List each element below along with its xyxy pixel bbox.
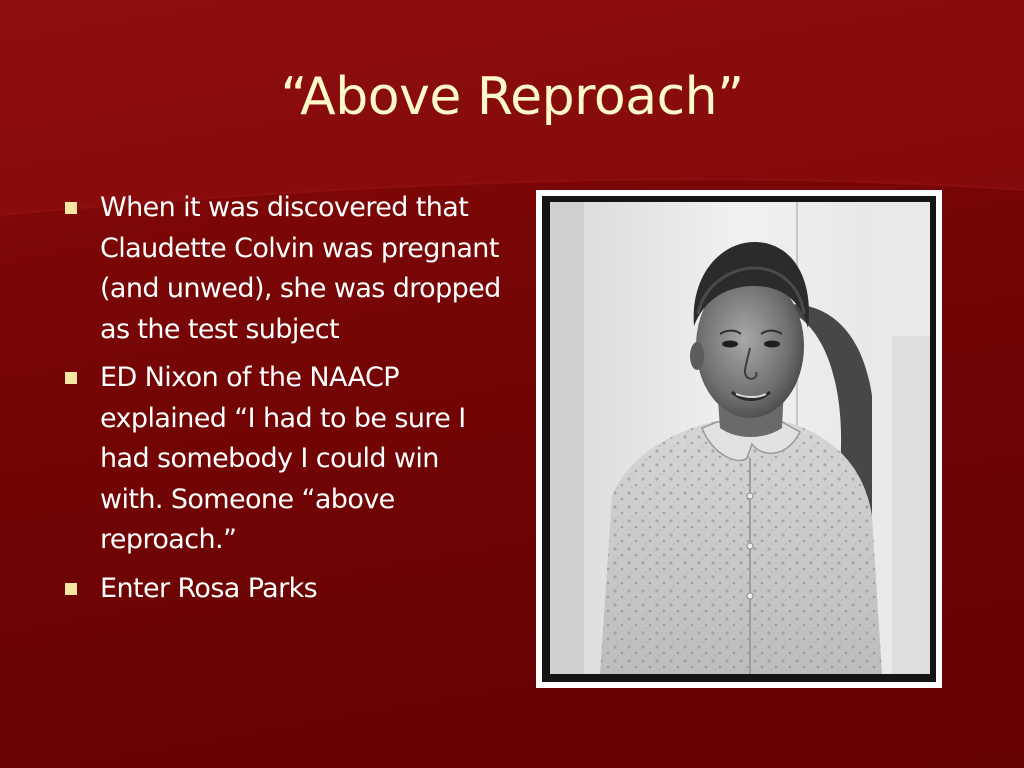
square-bullet-icon <box>65 583 77 595</box>
bullet-text: When it was discovered that Claudette Colvin was pregnant (and unwed), she was dropped as the test subject <box>100 192 501 345</box>
bullet-item <box>62 569 502 610</box>
square-bullet-icon <box>65 372 77 384</box>
slide-title: “Above Reproach” <box>280 67 744 127</box>
square-bullet-icon <box>65 202 77 214</box>
bullet-item <box>62 188 502 350</box>
portrait-photo <box>542 196 936 682</box>
photo-frame <box>536 190 942 688</box>
bullet-text: ED Nixon of the NAACP explained “I had to be sure I had somebody I could win with. Someone “above reproach.” <box>100 362 466 555</box>
bullet-text: Enter Rosa Parks <box>100 572 318 604</box>
bullet-list <box>62 188 502 617</box>
bullet-item <box>62 358 502 561</box>
